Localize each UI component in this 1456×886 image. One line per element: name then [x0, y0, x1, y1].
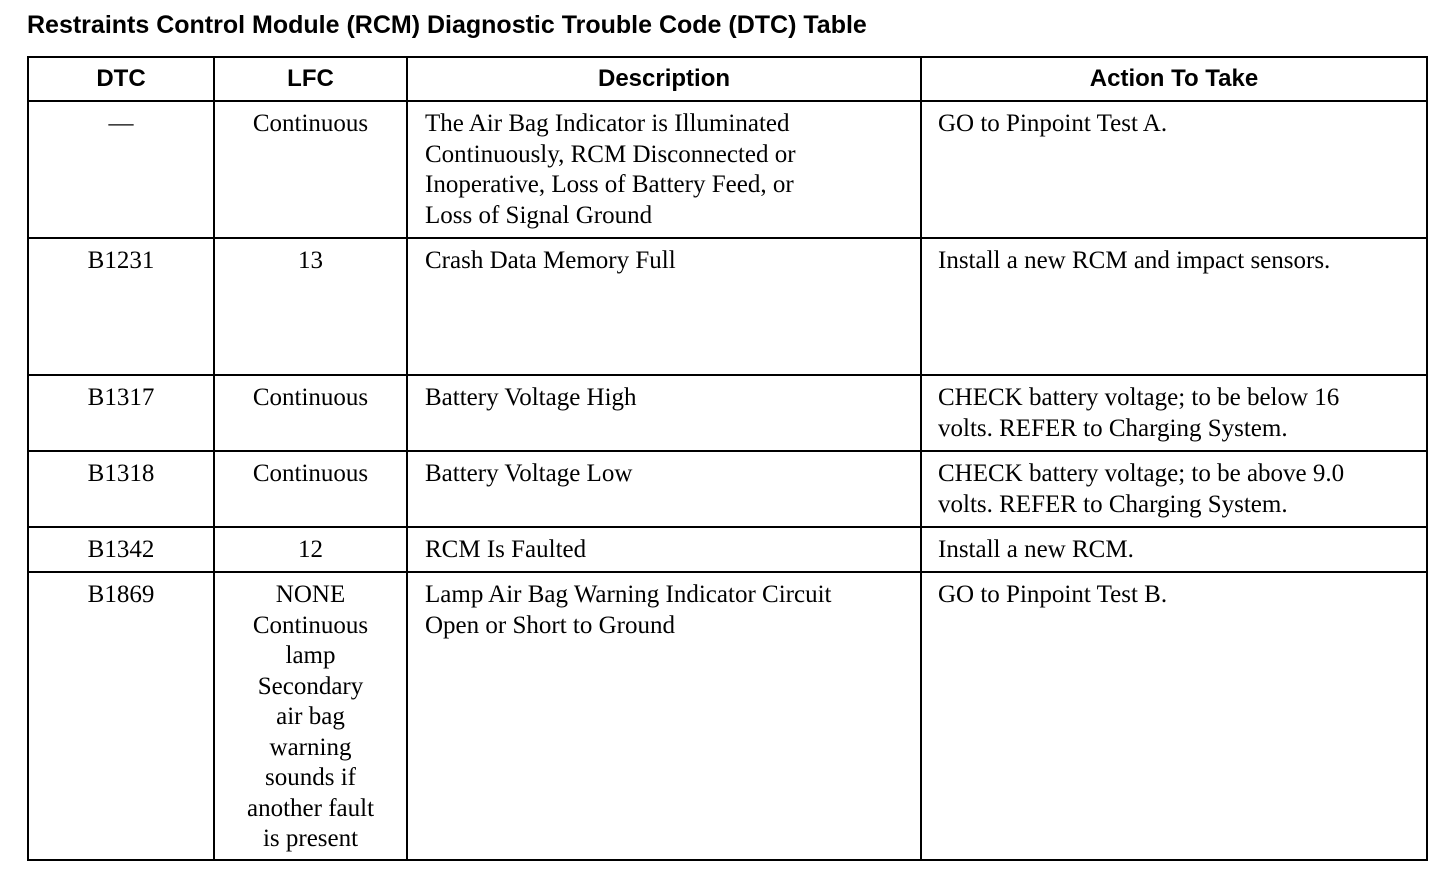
description-line: Battery Voltage Low	[425, 460, 633, 487]
action-cell	[921, 101, 1427, 238]
lfc-line: Continuous	[252, 460, 369, 487]
action-cell	[921, 527, 1427, 572]
lfc-line: Continuous	[252, 611, 369, 639]
action-line: CHECK battery voltage; to be below 16	[938, 384, 1340, 411]
table-row	[28, 238, 1427, 375]
lfc-line: 12	[298, 536, 323, 563]
description-line: The Air Bag Indicator is Illuminated	[425, 110, 790, 137]
lfc-line: is present	[262, 825, 359, 852]
lfc-line: NONE	[275, 581, 346, 608]
lfc-cell	[214, 238, 407, 375]
lfc-line: air bag	[276, 703, 345, 730]
action-cell	[921, 238, 1427, 375]
action-line: Install a new RCM.	[938, 536, 1134, 563]
lfc-line: warning	[269, 733, 352, 761]
description-cell	[407, 527, 921, 572]
lfc-line: Continuous	[252, 110, 369, 137]
description-line: Crash Data Memory Full	[425, 247, 676, 274]
action-cell	[921, 572, 1427, 860]
description-cell	[407, 375, 921, 451]
description-line: Battery Voltage High	[425, 384, 637, 411]
description-line: Loss of Signal Ground	[425, 201, 653, 229]
dtc-cell: B1869	[28, 572, 214, 860]
action-line: CHECK battery voltage; to be above 9.0	[938, 460, 1345, 487]
action-line: Install a new RCM and impact sensors.	[938, 247, 1331, 274]
action-line: GO to Pinpoint Test B.	[938, 581, 1168, 608]
lfc-line: another fault	[246, 794, 375, 822]
table-row	[28, 527, 1427, 572]
lfc-line: lamp	[285, 642, 336, 669]
lfc-cell	[214, 101, 407, 238]
lfc-line: sounds if	[265, 764, 356, 791]
dtc-cell: B1318	[28, 451, 214, 527]
description-cell	[407, 238, 921, 375]
description-cell	[407, 572, 921, 860]
lfc-cell	[214, 451, 407, 527]
lfc-line: Secondary	[257, 672, 364, 700]
table-header-row	[28, 57, 1427, 101]
dtc-cell: B1231	[28, 238, 214, 375]
description-line: RCM Is Faulted	[425, 536, 587, 563]
action-cell	[921, 451, 1427, 527]
lfc-line: Continuous	[252, 384, 369, 411]
description-line: Inoperative, Loss of Battery Feed, or	[425, 171, 794, 198]
dtc-cell: B1342	[28, 527, 214, 572]
table-row	[28, 101, 1427, 238]
description-cell	[407, 451, 921, 527]
description-cell	[407, 101, 921, 238]
table-row	[28, 572, 1427, 860]
dtc-cell: B1317	[28, 375, 214, 451]
column-header-action: Action To Take	[921, 57, 1427, 101]
description-line: Continuously, RCM Disconnected or	[425, 140, 796, 168]
dtc-cell: —	[28, 101, 214, 238]
column-header-description: Description	[407, 57, 921, 101]
action-cell	[921, 375, 1427, 451]
description-line: Lamp Air Bag Warning Indicator Circuit	[425, 581, 832, 608]
action-line: volts. REFER to Charging System.	[938, 490, 1288, 518]
page-title: Restraints Control Module (RCM) Diagnostic Trouble Code (DTC) Table	[27, 11, 867, 39]
lfc-cell	[214, 572, 407, 860]
lfc-cell	[214, 527, 407, 572]
lfc-cell	[214, 375, 407, 451]
table-row	[28, 375, 1427, 451]
description-line: Open or Short to Ground	[425, 611, 675, 639]
action-line: volts. REFER to Charging System.	[938, 414, 1288, 442]
column-header-lfc: LFC	[214, 57, 407, 101]
lfc-line: 13	[298, 247, 323, 274]
column-header-dtc: DTC	[28, 57, 214, 101]
action-line: GO to Pinpoint Test A.	[938, 110, 1168, 137]
dtc-table	[27, 56, 1428, 861]
table-row	[28, 451, 1427, 527]
